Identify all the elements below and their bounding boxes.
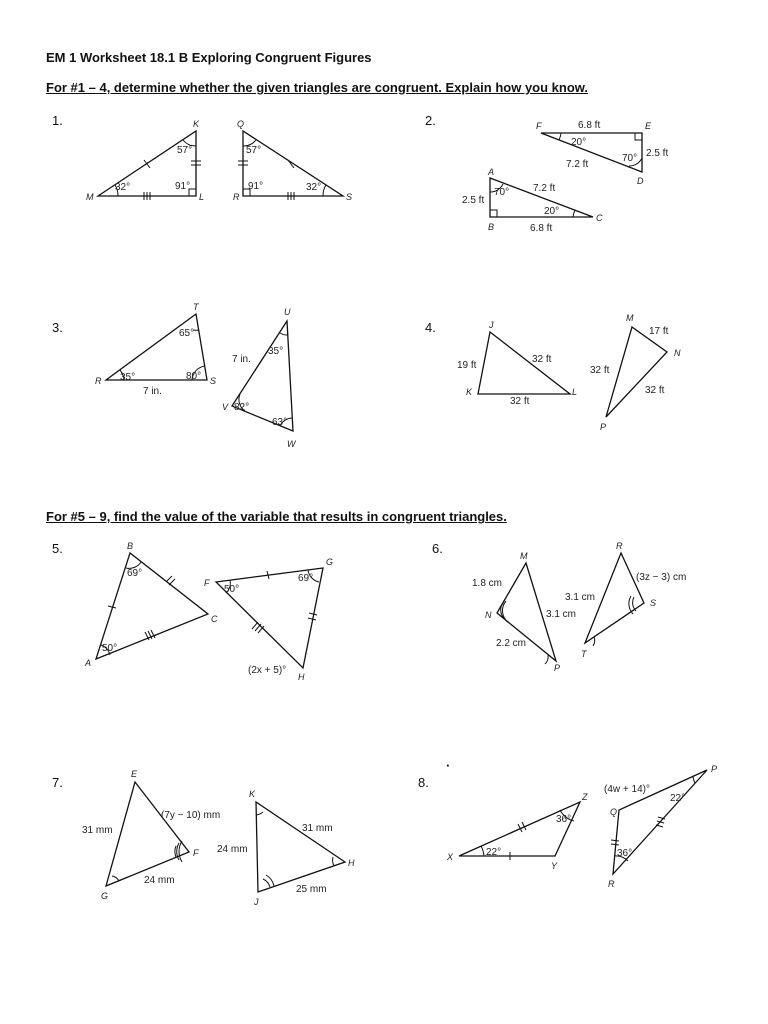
vertex-label: A [85,658,92,668]
angle-measure: 57° [246,145,262,156]
side-length: 7 in. [232,354,251,365]
side-length: 2.5 ft [462,195,485,206]
problem-1-figure [86,119,352,202]
side-length: 32 ft [532,354,552,365]
angle-measure: 82° [234,402,250,413]
vertex-label: F [204,578,210,588]
vertex-label: F [536,121,542,131]
problem-1-number: 1. [52,113,63,128]
vertex-label: W [287,439,296,449]
angle-measure: 50° [224,584,240,595]
angle-measure: (4w + 14)° [604,784,650,795]
problem-5-figure [84,541,333,682]
angle-measure: 63° [272,417,288,428]
angle-measure: 35° [120,372,136,383]
vertex-label: R [608,879,615,889]
side-length: 24 mm [217,844,248,855]
vertex-label: Q [610,807,618,817]
vertex-label: M [86,192,94,202]
vertex-label: F [193,848,199,858]
stray-dot: · [446,758,451,773]
problem-4-figure [457,313,681,432]
vertex-label: P [554,663,561,673]
side-length: 6.8 ft [530,223,553,234]
angle-measure: 35° [268,346,284,357]
vertex-label: R [95,376,102,386]
vertex-label: G [326,557,334,567]
angle-measure: 69° [127,568,143,579]
triangle-egf [106,782,189,886]
triangle-jkl [478,332,570,394]
vertex-label: K [193,119,200,129]
vertex-label: H [348,858,355,868]
side-length: (7y − 10) mm [161,810,221,821]
side-length: 32 ft [510,396,530,407]
triangle-xzy [459,802,580,856]
angle-measure: 50° [102,643,118,654]
angle-measure: (2x + 5)° [248,665,287,676]
side-length: 6.8 ft [578,120,601,131]
angle-measure: 69° [298,573,314,584]
vertex-label: S [346,192,353,202]
side-length: 31 mm [302,823,333,834]
problem-7-number: 7. [52,775,63,790]
angle-measure: 91° [175,181,191,192]
problem-6-figure [472,541,686,673]
side-length: 17 ft [649,326,669,337]
vertex-label: L [572,387,578,397]
vertex-label: A [488,167,495,177]
vertex-label: E [131,769,138,779]
vertex-label: S [650,598,657,608]
angle-measure: 65° [179,328,195,339]
problem-7-figure [82,769,355,907]
triangle-mnp [606,327,667,417]
vertex-label: C [211,614,218,624]
angle-measure: 36° [617,848,633,859]
problem-3-figure [95,302,297,449]
vertex-label: B [488,222,495,232]
angle-measure: 22° [486,847,502,858]
vertex-label: P [600,422,607,432]
side-length: 3.1 cm [565,592,596,603]
triangle-kjh [256,802,345,892]
side-length: 3.1 cm [546,609,577,620]
angle-measure: 22° [670,793,686,804]
vertex-label: B [127,541,134,551]
problem-4-number: 4. [425,320,436,335]
side-length: 7.2 ft [533,183,556,194]
vertex-label: S [210,376,217,386]
problem-8-figure [446,764,717,889]
vertex-label: M [626,313,634,323]
vertex-label: Z [582,792,588,802]
angle-measure: 36° [556,814,572,825]
vertex-label: N [485,610,492,620]
vertex-label: N [674,348,681,358]
vertex-label: P [711,764,718,774]
vertex-label: Q [237,119,245,129]
triangle-uvw [232,321,293,431]
vertex-label: D [637,176,644,186]
vertex-label: L [199,192,205,202]
problem-8-number: 8. [418,775,429,790]
side-length: 7 in. [143,386,162,397]
angle-measure: 32° [306,182,322,193]
angle-measure: 57° [177,145,193,156]
problem-2-number: 2. [425,113,436,128]
angle-measure: 70° [494,187,510,198]
vertex-label: R [233,192,240,202]
angle-measure: 80° [186,371,202,382]
angle-measure: 20° [544,206,560,217]
angle-measure: 20° [571,137,587,148]
vertex-label: Y [551,861,558,871]
side-length: 32 ft [590,365,610,376]
vertex-label: C [596,213,603,223]
vertex-label: T [193,302,199,312]
problem-2-figure [462,120,668,234]
vertex-label: J [489,320,494,330]
vertex-label: U [284,307,291,317]
angle-measure: 70° [622,153,638,164]
problem-5-number: 5. [52,541,63,556]
angle-measure: 91° [248,181,264,192]
vertex-label: M [520,551,528,561]
problem-3-number: 3. [52,320,63,335]
vertex-label: G [101,891,109,901]
directions-part-2: For #5 – 9, find the value of the variable that results in congruent triangles. [46,509,507,524]
vertex-label: T [581,649,587,659]
side-length: 19 ft [457,360,477,371]
side-length: 1.8 cm [472,578,503,589]
directions-part-1: For #1 – 4, determine whether the given triangles are congruent. Explain how you know. [46,80,589,95]
side-length: 32 ft [645,385,665,396]
vertex-label: J [254,897,259,907]
side-length: 7.2 ft [566,159,589,170]
vertex-label: K [466,387,473,397]
side-length: 2.5 ft [646,148,669,159]
vertex-label: E [645,121,652,131]
vertex-label: R [616,541,623,551]
worksheet-title: EM 1 Worksheet 18.1 B Exploring Congruent Figures [46,50,372,65]
vertex-label: X [447,852,454,862]
side-length: 31 mm [82,825,113,836]
side-length: 25 mm [296,884,327,895]
side-length: 2.2 cm [496,638,527,649]
problem-6-number: 6. [432,541,443,556]
side-length: (3z − 3) cm [636,572,687,583]
vertex-label: V [222,402,229,412]
angle-measure: 32° [115,182,131,193]
side-length: 24 mm [144,875,175,886]
vertex-label: H [298,672,305,682]
vertex-label: K [249,789,256,799]
